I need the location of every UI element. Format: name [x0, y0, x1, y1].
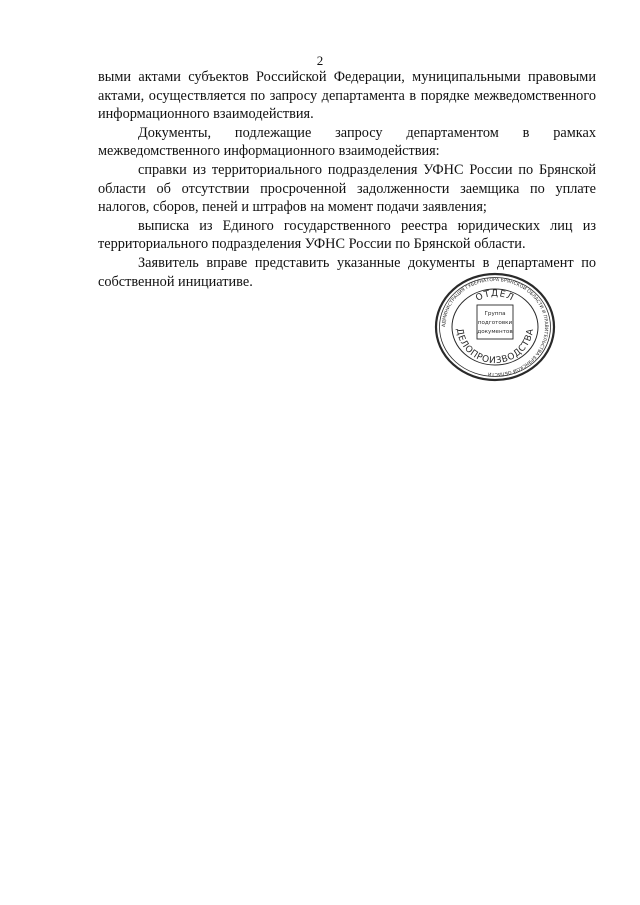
paragraph-continuation: выми актами субъектов Российской Федерации, муниципальными правовыми актами, осуществляется по запросу департамента в порядке межведомственного информационного взаимодействия. — [98, 69, 596, 123]
stamp-bottom-label: ДЕЛОПРОИЗВОДСТВА — [453, 327, 537, 367]
paragraph-tax-certificate: справки из территориального подразделения УФНС России по Брянской области об отсутствии просроченной задолженности заемщика по уплате налогов, сборов, пеней и штрафов на момент подачи заявления; — [98, 161, 596, 216]
stamp-top-label: ОТДЕЛ — [474, 288, 516, 304]
stamp-center-line-1: Группа — [484, 311, 506, 317]
stamp-center-line-2: подготовки — [477, 320, 513, 326]
stamp-outer-ring-text: АДМИНИСТРАЦИЯ ГУБЕРНАТОРА БРЯНСКОЙ ОБЛАСТИ И ПРАВИТЕЛЬСТВА БРЯНСКОЙ ОБЛАСТИ — [441, 277, 549, 377]
office-seal-stamp — [433, 272, 557, 382]
stamp-center-line-3: документов — [477, 329, 513, 335]
document-body — [98, 68, 596, 291]
paragraph-applicant-right: Заявитель вправе представить указанные документы в департамент по собственной инициативе. — [98, 254, 596, 290]
paragraph-registry-extract: выписка из Единого государственного реестра юридических лиц из территориального подразделения УФНС России по Брянской области. — [98, 217, 596, 253]
paragraph-documents-requested: Документы, подлежащие запросу департаментом в рамках межведомственного информационного взаимодействия: — [98, 124, 596, 160]
page-number: 2 — [316, 53, 324, 68]
